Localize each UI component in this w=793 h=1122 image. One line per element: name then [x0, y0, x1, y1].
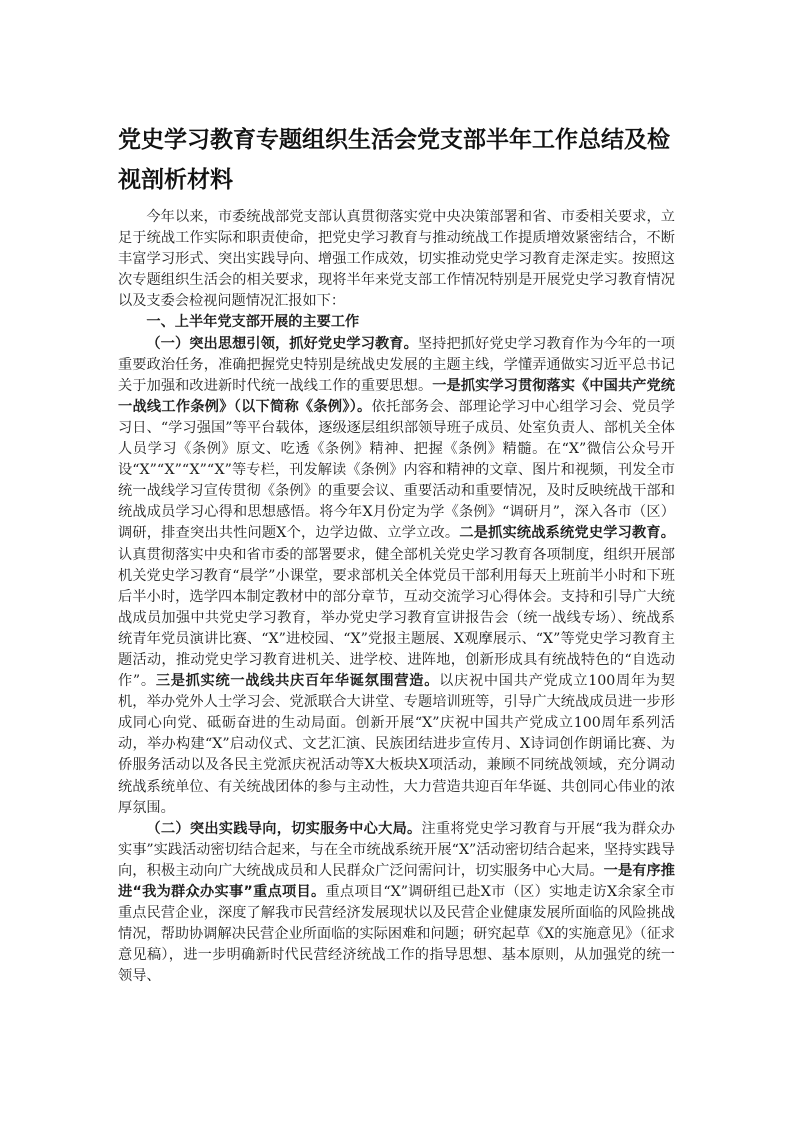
paragraph-thought-guidance	[118, 334, 675, 819]
paragraph-text: 坚持把抓好党史学习教育作为今年的一项重要政治任务，准确把握党史特别是统战史发展的主题主线，学懂弄通做实习近平总书记关于加强和改进新时代统一战线工作的重要思想。	[118, 335, 675, 394]
paragraph-text: 重点项目“X”调研组已赴X市（区）实地走访X余家全市重点民营企业，深度了解我市民营经济发展现状以及民营企业健康发展所面临的风险挑战情况，帮助协调解决民营企业所面临的实际困难和问题；研究起草《X的实施意见》（征求意见稿），进一步明确新时代民营经济统战工作的指导思想、基本原则，从加强党的统一领导、	[118, 884, 675, 985]
emphasis-bold: 二是抓实统战系统党史学习教育。	[459, 525, 675, 542]
paragraph-practice-guidance	[118, 819, 675, 988]
paragraph-text: 依托部务会、部理论学习中心组学习会、党员学习日、“学习强国”等平台载体，逐级逐层组织部领导班子成员、处室负责人、部机关全体人员学习《条例》原文、吃透《条例》精神、把握《条例》精髓。在“X”微信公众号开设“X”“X”“X”“X”等专栏，刊发解读《条例》内容和精神的文章、图片和视频，刊发全市统一战线学习宣传贯彻《条例》的重要会议、重要活动和重要情况，及时反映统战干部和统战成员学习心得和思想感悟。将今年X月份定为学《条例》“调研月”，深入各市（区）调研，排查突出共性问题X个，边学边做、立学立改。	[118, 398, 675, 542]
paragraph-text: 以庆祝中国共产党成立100周年为契机，举办党外人士学习会、党派联合大讲堂、专题培训班等，引导广大统战成员进一步形成同心向党、砥砺奋进的生动局面。创新开展“X”庆祝中国共产党成立100周年系列活动，举办构建“X”启动仪式、文艺汇演、民族团结进步宣传月、X诗词创作朗诵比赛、为侨服务活动以及各民主党派庆祝活动等X大板块X项活动，兼顾不同统战领域，充分调动统战系统单位、有关统战团体的参与主动性，大力营造共迎百年华诞、共创同心伟业的浓厚氛围。	[118, 673, 675, 816]
document-title: 党史学习教育专题组织生活会党支部半年工作总结及检视剖析材料	[118, 127, 670, 193]
subheading-bold: （一）突出思想引领，抓好党史学习教育。	[146, 335, 418, 352]
section-heading: 一、上半年党支部开展的主要工作	[146, 314, 360, 331]
paragraph-text: 注重将党史学习教育与开展“我为群众办实事”实践活动密切结合起来，与在全市统战系统开展“X”活动密切结合起来，坚持实践导向，积极主动向广大统战成员和人民群众广泛问需问计，切实服务中心大局。	[118, 820, 675, 879]
subheading-bold: （二）突出实践导向，切实服务中心大局。	[146, 820, 422, 837]
paragraph-text: 认真贯彻落实中央和省市委的部署要求，健全部机关党史学习教育各项制度，组织开展部机关党史学习教育“晨学”小课堂，要求部机关全体党员干部利用每天上班前半小时和下班后半小时，选学四本制定教材中的部分章节，互动交流学习心得体会。支持和引导广大统战成员加强中共党史学习教育，举办党史学习教育宣讲报告会（统一战线专场）、统战系统青年党员演讲比赛、“X”进校园、“X”党报主题展、X观摩展示、“X”等党史学习教育主题活动，推动党史学习教育进机关、进学校、进阵地，创新形成具有统战特色的“自选动作”。	[118, 546, 675, 690]
intro-paragraph: 今年以来，市委统战部党支部认真贯彻落实党中央决策部署和省、市委相关要求，立足于统战工作实际和职责使命，把党史学习教育与推动统战工作提质增效紧密结合，不断丰富学习形式、突出实践导向、增强工作成效，切实推动党史学习教育走深走实。按照这次专题组织生活会的相关要求，现将半年来党支部工作情况特别是开展党史学习教育情况以及支委会检视问题情况汇报如下：	[118, 209, 675, 310]
emphasis-bold: 三是抓实统一战线共庆百年华诞氛围营造。	[155, 673, 440, 690]
emphasis-bold: 一是抓实学习贯彻落实《中国共产党统一战线工作条例》（以下简称《条例》）。	[118, 377, 675, 415]
emphasis-bold: 一是有序推进“我为群众办实事”重点项目。	[118, 862, 675, 900]
document-body	[118, 207, 675, 987]
